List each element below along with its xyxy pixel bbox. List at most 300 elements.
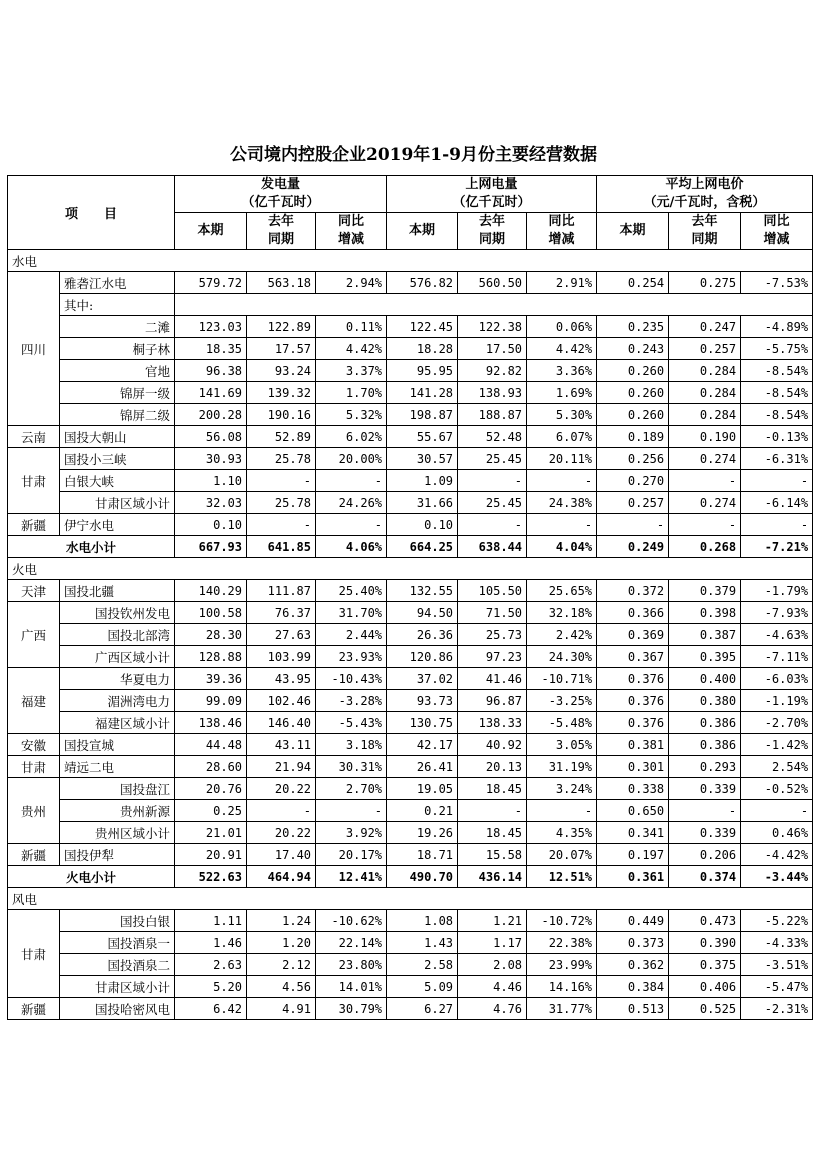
value-cell: 0.361 [597,866,669,888]
value-cell: 22.14% [316,932,387,954]
value-cell: 2.08 [458,954,527,976]
value-cell: 576.82 [387,272,458,294]
value-cell: 5.20 [175,976,247,998]
value-cell: 20.22 [247,778,316,800]
table-row [8,800,813,822]
value-cell: 0.650 [597,800,669,822]
value-cell: 20.17% [316,844,387,866]
item-name: 华夏电力 [60,668,175,690]
value-cell: -4.63% [741,624,813,646]
value-cell: 95.95 [387,360,458,382]
value-cell: 1.11 [175,910,247,932]
value-cell: 198.87 [387,404,458,426]
value-cell: 130.75 [387,712,458,734]
value-cell: - [247,514,316,536]
value-cell: 93.24 [247,360,316,382]
value-cell: 39.36 [175,668,247,690]
value-cell: -7.53% [741,272,813,294]
value-cell: 0.21 [387,800,458,822]
value-cell: 0.376 [597,712,669,734]
value-cell: 0.249 [597,536,669,558]
value-cell: 4.76 [458,998,527,1020]
value-cell: - [316,514,387,536]
item-name: 甘肃区域小计 [60,976,175,998]
value-cell: 3.18% [316,734,387,756]
value-cell: 122.38 [458,316,527,338]
value-cell: 0.381 [597,734,669,756]
value-cell: 3.05% [527,734,597,756]
value-cell: - [527,514,597,536]
value-cell: 5.32% [316,404,387,426]
value-cell: 3.24% [527,778,597,800]
table-row [8,778,813,800]
value-cell: -1.19% [741,690,813,712]
value-cell: - [669,470,741,492]
value-cell: 132.55 [387,580,458,602]
value-cell: 0.235 [597,316,669,338]
value-cell: 123.03 [175,316,247,338]
table-row [8,316,813,338]
value-cell: 1.21 [458,910,527,932]
value-cell: -0.13% [741,426,813,448]
value-cell: 0.260 [597,360,669,382]
value-cell: 0.06% [527,316,597,338]
value-cell: -5.75% [741,338,813,360]
table-row [8,448,813,470]
value-cell: - [316,800,387,822]
value-cell: 0.374 [669,866,741,888]
value-cell: 31.19% [527,756,597,778]
value-cell: 5.09 [387,976,458,998]
value-cell: -3.28% [316,690,387,712]
value-cell: 21.01 [175,822,247,844]
value-cell: 42.17 [387,734,458,756]
value-cell: 105.50 [458,580,527,602]
value-cell: 25.78 [247,492,316,514]
value-cell: 2.12 [247,954,316,976]
region-cell: 甘肃 [8,448,60,514]
page-title: 公司境内控股企业2019年1-9月份主要经营数据 [229,145,598,165]
value-cell: 25.65% [527,580,597,602]
item-name: 国投白银 [60,910,175,932]
region-cell: 新疆 [8,844,60,866]
value-cell: 25.45 [458,492,527,514]
value-cell: 0.373 [597,932,669,954]
value-cell: 2.70% [316,778,387,800]
value-cell: 30.79% [316,998,387,1020]
table-row [8,998,813,1020]
value-cell: 2.54% [741,756,813,778]
value-cell: -10.43% [316,668,387,690]
item-name: 国投伊犁 [60,844,175,866]
value-cell: 4.46 [458,976,527,998]
value-cell: 0.284 [669,404,741,426]
value-cell: 141.69 [175,382,247,404]
value-cell: 31.70% [316,602,387,624]
value-cell: -6.03% [741,668,813,690]
section-row [8,250,813,272]
value-cell: 0.366 [597,602,669,624]
value-cell: 0.275 [669,272,741,294]
value-cell: 3.37% [316,360,387,382]
value-cell: 20.13 [458,756,527,778]
value-cell: 1.08 [387,910,458,932]
value-cell: 0.398 [669,602,741,624]
table-row [8,470,813,492]
value-cell: 200.28 [175,404,247,426]
value-cell: 1.43 [387,932,458,954]
value-cell: - [247,800,316,822]
value-cell: -8.54% [741,382,813,404]
value-cell: 0.376 [597,668,669,690]
value-cell: 20.22 [247,822,316,844]
table-row [8,382,813,404]
header-generation: 发电量 （亿千瓦时） [175,176,387,213]
header-prev: 去年 同期 [247,213,316,250]
value-cell: 0.400 [669,668,741,690]
value-cell: 20.07% [527,844,597,866]
value-cell: 0.11% [316,316,387,338]
value-cell: 0.386 [669,734,741,756]
value-cell: 27.63 [247,624,316,646]
value-cell: 560.50 [458,272,527,294]
value-cell: -6.14% [741,492,813,514]
table-row [8,360,813,382]
value-cell: 0.386 [669,712,741,734]
value-cell: 22.38% [527,932,597,954]
value-cell: 0.339 [669,778,741,800]
value-cell: 0.513 [597,998,669,1020]
region-cell: 广西 [8,602,60,668]
value-cell: 23.80% [316,954,387,976]
value-cell: 52.48 [458,426,527,448]
table-row [8,272,813,294]
value-cell: 18.28 [387,338,458,360]
header-cur: 本期 [387,213,458,250]
value-cell: 0.25 [175,800,247,822]
value-cell: -10.72% [527,910,597,932]
table-row [8,624,813,646]
value-cell: 122.45 [387,316,458,338]
value-cell: 140.29 [175,580,247,602]
value-cell: - [669,514,741,536]
value-cell: 0.339 [669,822,741,844]
value-cell: -4.33% [741,932,813,954]
value-cell: - [741,514,813,536]
item-name: 贵州区域小计 [60,822,175,844]
value-cell: 14.01% [316,976,387,998]
value-cell: 0.190 [669,426,741,448]
value-cell: 19.05 [387,778,458,800]
value-cell: 111.87 [247,580,316,602]
value-cell: 20.11% [527,448,597,470]
header-yoy: 同比 增减 [316,213,387,250]
value-cell: -3.25% [527,690,597,712]
value-cell: 0.270 [597,470,669,492]
item-name: 贵州新源 [60,800,175,822]
value-cell: 2.58 [387,954,458,976]
value-cell: 28.30 [175,624,247,646]
value-cell: 0.10 [175,514,247,536]
value-cell: 2.63 [175,954,247,976]
header-yoy: 同比 增减 [741,213,813,250]
item-name: 国投北部湾 [60,624,175,646]
value-cell: 25.73 [458,624,527,646]
value-cell: 190.16 [247,404,316,426]
value-cell: -3.44% [741,866,813,888]
value-cell: 0.473 [669,910,741,932]
value-cell: - [316,470,387,492]
item-name: 白银大峡 [60,470,175,492]
value-cell: 0.257 [669,338,741,360]
value-cell: 52.89 [247,426,316,448]
header-cur: 本期 [175,213,247,250]
value-cell: 2.94% [316,272,387,294]
header-prev: 去年 同期 [458,213,527,250]
value-cell: 6.27 [387,998,458,1020]
value-cell: 31.77% [527,998,597,1020]
value-cell: - [458,800,527,822]
value-cell: 20.76 [175,778,247,800]
item-name: 靖远二电 [60,756,175,778]
value-cell: 0.284 [669,360,741,382]
value-cell: 25.78 [247,448,316,470]
value-cell: 30.31% [316,756,387,778]
value-cell: -7.21% [741,536,813,558]
value-cell: 15.58 [458,844,527,866]
value-cell: 0.197 [597,844,669,866]
value-cell: 667.93 [175,536,247,558]
value-cell: - [527,470,597,492]
item-name: 雅砻江水电 [60,272,175,294]
value-cell: 1.17 [458,932,527,954]
value-cell: 4.42% [316,338,387,360]
value-cell: 18.45 [458,778,527,800]
value-cell: 17.40 [247,844,316,866]
value-cell: -8.54% [741,404,813,426]
value-cell: 94.50 [387,602,458,624]
value-cell: - [458,470,527,492]
value-cell: 18.35 [175,338,247,360]
table-row [8,294,813,316]
value-cell: 25.40% [316,580,387,602]
value-cell: 522.63 [175,866,247,888]
value-cell: 0.384 [597,976,669,998]
section-label: 水电 [8,250,813,272]
value-cell: -5.48% [527,712,597,734]
table-body [8,250,813,1020]
value-cell: 55.67 [387,426,458,448]
value-cell: - [597,514,669,536]
header-cur: 本期 [597,213,669,250]
region-cell: 安徽 [8,734,60,756]
value-cell: 96.38 [175,360,247,382]
table-row [8,756,813,778]
region-cell: 甘肃 [8,756,60,778]
value-cell: -0.52% [741,778,813,800]
value-cell: 20.00% [316,448,387,470]
value-cell: -4.42% [741,844,813,866]
value-cell: 0.362 [597,954,669,976]
value-cell: 1.10 [175,470,247,492]
item-name: 广西区域小计 [60,646,175,668]
region-cell: 甘肃 [8,910,60,998]
note-cell: 其中: [60,294,175,316]
value-cell: 4.91 [247,998,316,1020]
value-cell: 4.04% [527,536,597,558]
value-cell: 188.87 [458,404,527,426]
value-cell: 664.25 [387,536,458,558]
value-cell: 0.268 [669,536,741,558]
value-cell: 31.66 [387,492,458,514]
value-cell: 490.70 [387,866,458,888]
value-cell: 0.387 [669,624,741,646]
value-cell: 30.57 [387,448,458,470]
value-cell: 0.376 [597,690,669,712]
item-name: 国投酒泉二 [60,954,175,976]
value-cell: 0.274 [669,492,741,514]
value-cell: 0.341 [597,822,669,844]
value-cell: 0.367 [597,646,669,668]
value-cell: 138.93 [458,382,527,404]
value-cell: 26.41 [387,756,458,778]
value-cell: 96.87 [458,690,527,712]
value-cell: 97.23 [458,646,527,668]
item-name: 国投大朝山 [60,426,175,448]
section-label: 火电 [8,558,813,580]
value-cell: 4.35% [527,822,597,844]
value-cell: 0.257 [597,492,669,514]
region-cell: 新疆 [8,514,60,536]
value-cell: 40.92 [458,734,527,756]
table-row [8,646,813,668]
header-price: 平均上网电价 （元/千瓦时，含税） [597,176,813,213]
value-cell: 0.254 [597,272,669,294]
table-row [8,910,813,932]
item-name: 锦屏一级 [60,382,175,404]
value-cell: 14.16% [527,976,597,998]
value-cell: 103.99 [247,646,316,668]
value-cell: 0.338 [597,778,669,800]
value-cell: 23.93% [316,646,387,668]
value-cell: 0.206 [669,844,741,866]
value-cell: 139.32 [247,382,316,404]
value-cell: 1.70% [316,382,387,404]
value-cell: 0.256 [597,448,669,470]
item-name: 国投盘江 [60,778,175,800]
value-cell: 138.33 [458,712,527,734]
value-cell: 24.38% [527,492,597,514]
region-cell: 新疆 [8,998,60,1020]
value-cell: 0.380 [669,690,741,712]
subtotal-row [8,536,813,558]
value-cell: 20.91 [175,844,247,866]
table-row [8,976,813,998]
value-cell: 102.46 [247,690,316,712]
value-cell: 0.274 [669,448,741,470]
value-cell: 32.18% [527,602,597,624]
value-cell: 0.247 [669,316,741,338]
value-cell: 12.41% [316,866,387,888]
value-cell: 0.10 [387,514,458,536]
item-name: 国投酒泉一 [60,932,175,954]
value-cell: 6.42 [175,998,247,1020]
header-prev: 去年 同期 [669,213,741,250]
item-name: 国投小三峡 [60,448,175,470]
value-cell: 0.379 [669,580,741,602]
value-cell: 12.51% [527,866,597,888]
table-row [8,690,813,712]
item-name: 国投北疆 [60,580,175,602]
table-row [8,954,813,976]
value-cell: 24.30% [527,646,597,668]
table-row [8,844,813,866]
region-cell: 贵州 [8,778,60,844]
section-row [8,558,813,580]
value-cell: 0.375 [669,954,741,976]
value-cell: 93.73 [387,690,458,712]
table-row [8,668,813,690]
value-cell: -10.62% [316,910,387,932]
value-cell: 2.44% [316,624,387,646]
value-cell: - [527,800,597,822]
value-cell: 0.46% [741,822,813,844]
value-cell: 122.89 [247,316,316,338]
section-label: 风电 [8,888,813,910]
value-cell: 0.369 [597,624,669,646]
value-cell: 37.02 [387,668,458,690]
value-cell: 56.08 [175,426,247,448]
item-name: 国投宣城 [60,734,175,756]
header-item: 项 目 [8,176,175,250]
region-cell: 天津 [8,580,60,602]
value-cell: 0.293 [669,756,741,778]
value-cell: -8.54% [741,360,813,382]
value-cell: 4.56 [247,976,316,998]
item-name: 国投哈密风电 [60,998,175,1020]
value-cell: 3.36% [527,360,597,382]
value-cell: 23.99% [527,954,597,976]
operating-data-table [7,175,813,1020]
value-cell: 0.406 [669,976,741,998]
value-cell: -2.31% [741,998,813,1020]
table-row [8,580,813,602]
value-cell: 0.372 [597,580,669,602]
value-cell: -6.31% [741,448,813,470]
value-cell: 0.449 [597,910,669,932]
value-cell: 43.11 [247,734,316,756]
region-cell: 四川 [8,272,60,426]
value-cell: - [669,800,741,822]
value-cell: -10.71% [527,668,597,690]
value-cell: 26.36 [387,624,458,646]
value-cell: -5.22% [741,910,813,932]
value-cell: 138.46 [175,712,247,734]
value-cell: 18.71 [387,844,458,866]
item-name: 国投钦州发电 [60,602,175,624]
value-cell: 0.390 [669,932,741,954]
item-name: 官地 [60,360,175,382]
value-cell: 17.57 [247,338,316,360]
value-cell: 92.82 [458,360,527,382]
value-cell: - [741,470,813,492]
header-yoy: 同比 增减 [527,213,597,250]
value-cell: 141.28 [387,382,458,404]
value-cell: 1.09 [387,470,458,492]
value-cell: 5.30% [527,404,597,426]
item-name: 甘肃区域小计 [60,492,175,514]
value-cell: 76.37 [247,602,316,624]
